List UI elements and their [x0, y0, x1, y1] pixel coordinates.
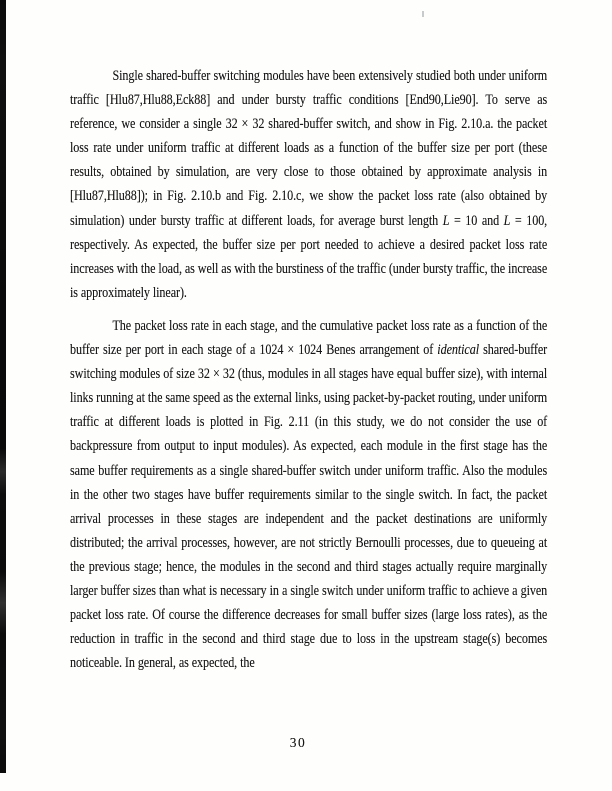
scan-binding-edge-bar	[0, 0, 6, 773]
paragraph-1	[70, 64, 547, 305]
text-run: shared-buffer switching modules of size 32 × 32 (thus, modules in all stages have equal buffer size), with internal links running at the same speed as the external links, using packet-by-packet routing, under uniform traffic at different loads is plotted in Fig. 2.11 (in this study, we do not consider the use of backpressure from output to input modules). As expected, each module in the first stage has the same buffer requirements as a single shared-buffer switch under uniform traffic. Also the modules in the other two stages have buffer requirements similar to the single switch. In fact, the packet arrival processes in these stages are independent and the packet destinations are uniformly distributed; the arrival processes, however, are not strictly Bernoulli processes, due to queueing at the previous stage; hence, the modules in the second and third stages actually require marginally larger buffer sizes than what is necessary in a single switch under uniform traffic to achieve a given packet loss rate. Of course the difference decreases for small buffer sizes (large loss rates), as the reduction in traffic in the second and third stage due to loss in the upstream stage(s) becomes noticeable. In general, as expected, the	[70, 342, 548, 672]
text-run: = 10 and	[449, 212, 504, 229]
page-number: 30	[289, 735, 307, 750]
paragraph-2	[70, 314, 547, 675]
page-body-text	[70, 64, 547, 684]
emphasized-text: L	[442, 212, 450, 229]
scan-artifact-tick	[422, 11, 424, 17]
text-run: = 100, respectively. As expected, the buffer size per port needed to achieve a desired packet loss rate increases with the load, as well as with the burstiness of the traffic (under bursty traffic, the increase is approximately linear).	[70, 212, 548, 301]
text-run: Single shared-buffer switching modules have been extensively studied both under uniform traffic [Hlu87,Hlu88,Eck88] and under bursty traffic conditions [End90,Lie90]. To serve as reference, we consider a single 32 × 32 shared-buffer switch, and show in Fig. 2.10.a. the packet loss rate under uniform traffic at different loads as a function of the buffer size per port (these results, obtained by simulation, are very close to those obtained by approximate analysis in [Hlu87,Hlu88]); in Fig. 2.10.b and Fig. 2.10.c, we show the packet loss rate (also obtained by simulation) under bursty traffic at different loads, for average burst length	[70, 68, 548, 229]
emphasized-text: identical	[437, 342, 480, 359]
emphasized-text: L	[503, 212, 511, 229]
text-run: The packet loss rate in each stage, and the cumulative packet loss rate as a function of the buffer size per port in each stage of a 1024 × 1024 Benes arrangement of	[70, 317, 548, 359]
